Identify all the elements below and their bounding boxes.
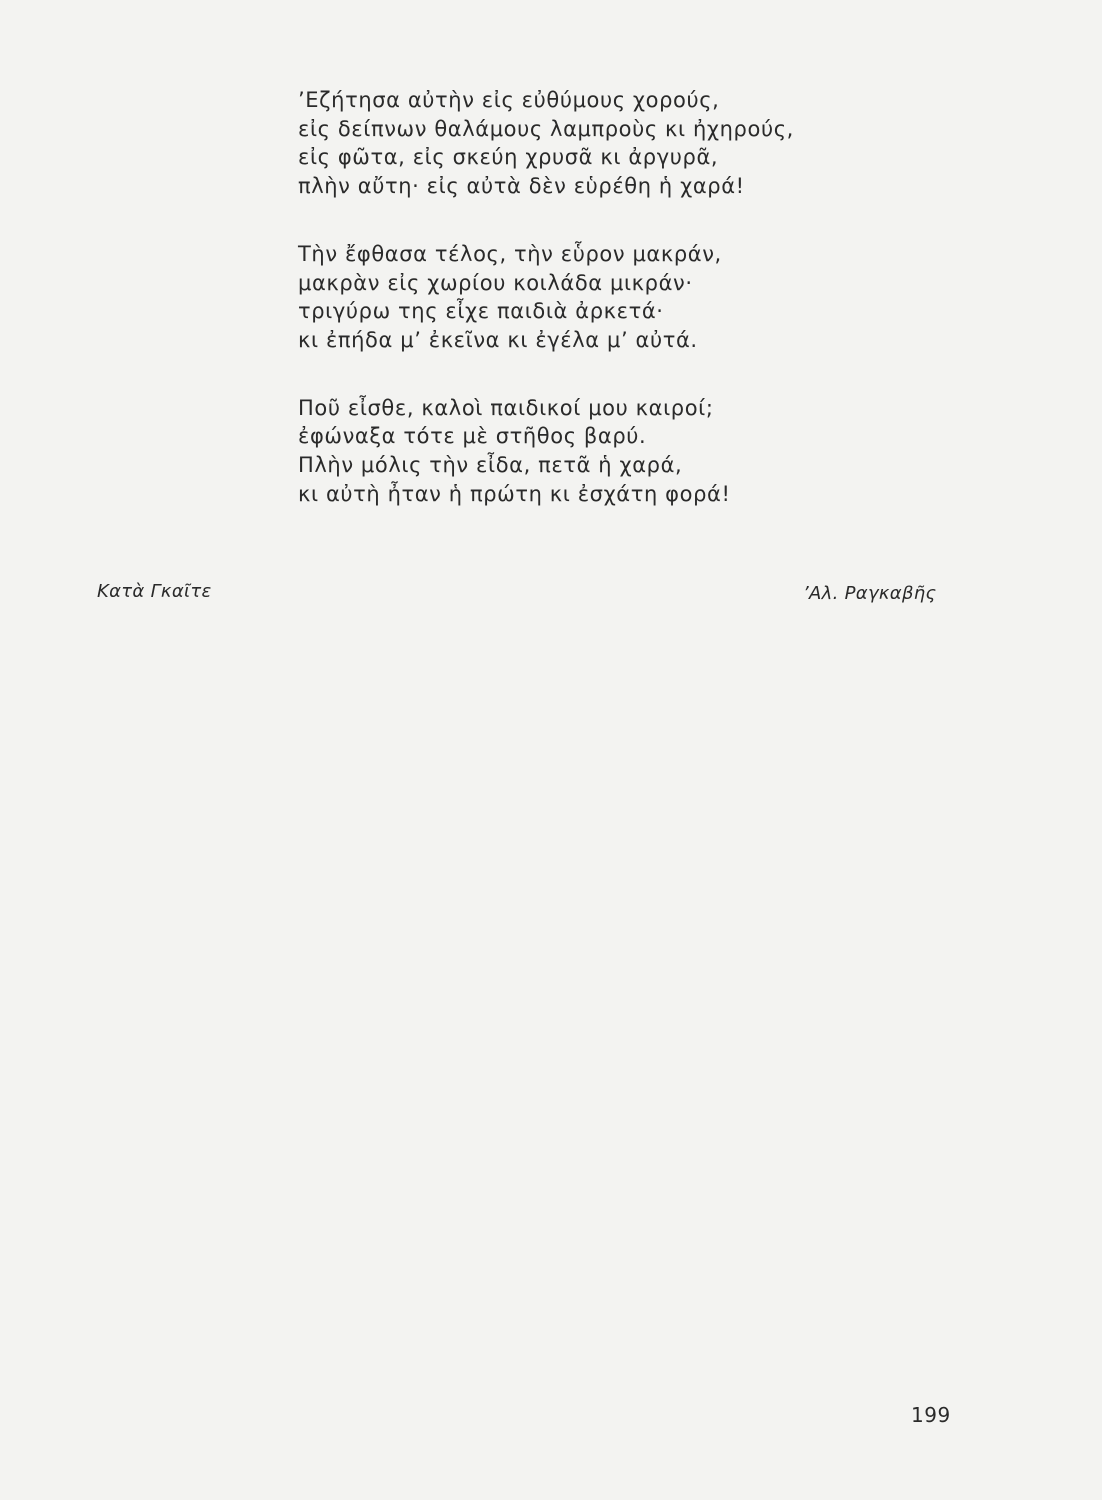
page-number: 199 xyxy=(911,1403,951,1427)
poem-line: ’Εζήτησα αὐτὴν εἰς εὐθύμους χορούς, xyxy=(298,88,720,112)
poem-line: ἐφώναξα τότε μὲ στῆθος βαρύ. xyxy=(298,424,647,449)
stanza-3 xyxy=(298,394,918,509)
poem-line: πλὴν αὔτη· εἰς αὐτὰ δὲν εὑρέθη ἡ χαρά! xyxy=(298,174,745,199)
poem-line: μακρὰν εἰς χωρίου κοιλάδα μικράν· xyxy=(298,270,693,295)
translation-credit: Κατὰ Γκαῖτε xyxy=(97,581,212,602)
stanza-2 xyxy=(298,240,918,355)
poem xyxy=(298,86,918,508)
poem-line: Ποῦ εἶσθε, καλοὶ παιδικοί μου καιροί; xyxy=(298,395,714,420)
poem-line: τριγύρω της εἶχε παιδιὰ ἀρκετά· xyxy=(298,299,664,324)
poem-line: Πλὴν μόλις τὴν εἶδα, πετᾶ ἡ χαρά, xyxy=(298,453,683,478)
stanza-1 xyxy=(298,86,918,201)
poem-line: εἰς δείπνων θαλάμους λαμπροὺς κι ἠχηρούς, xyxy=(298,116,794,141)
poem-line: Τὴν ἔφθασα τέλος, τὴν εὗρον μακράν, xyxy=(298,241,722,266)
poem-line: κι αὐτὴ ἦταν ἡ πρώτη κι ἐσχάτη φορά! xyxy=(298,481,731,506)
poem-line: εἰς φῶτα, εἰς σκεύη χρυσᾶ κι ἀργυρᾶ, xyxy=(298,145,719,170)
author-credit: ’Αλ. Ραγκαβῆς xyxy=(803,583,937,604)
poem-line: κι ἐπήδα μ’ ἐκεῖνα κι ἐγέλα μ’ αὐτά. xyxy=(298,327,698,352)
